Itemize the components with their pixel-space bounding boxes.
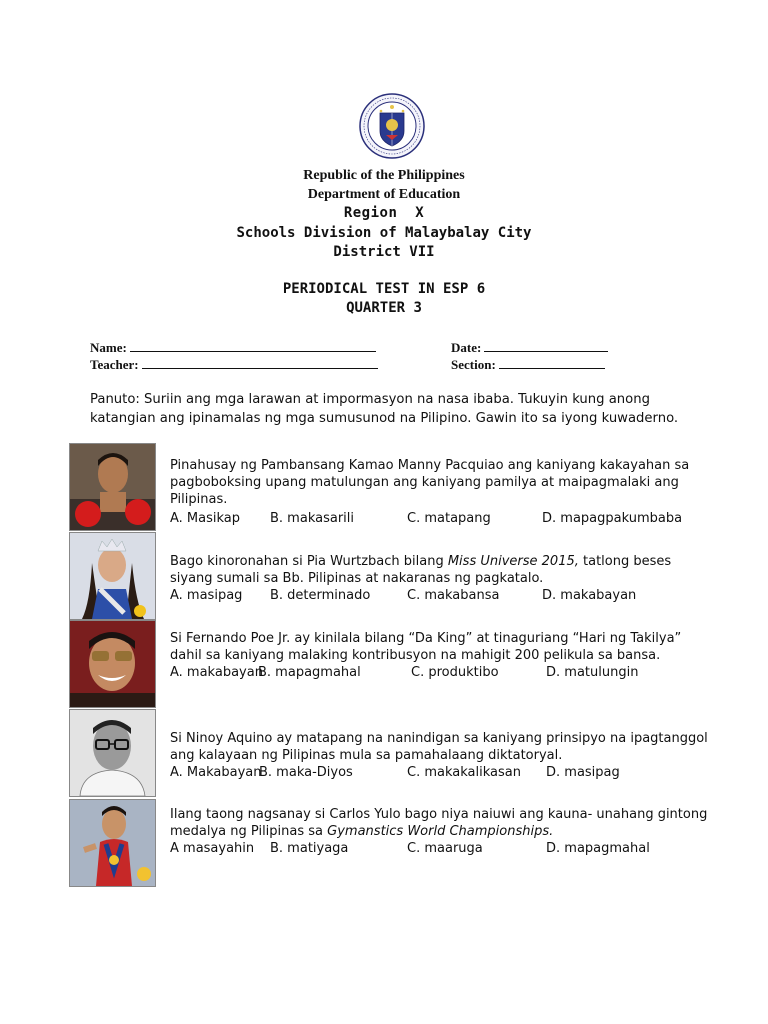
option-d[interactable]: D. masipag [546,765,620,780]
header-region: Region X [343,205,425,221]
option-d[interactable]: D. mapagpakumbaba [542,511,683,526]
senator-photo [69,709,156,797]
instructions: Panuto: Suriin ang mga larawan at impormasyon na nasa ibaba. Tukuyin kung anong katangian ang ipinamalas ng mga sumusunod na Pilipino. Gawin ito sa iyong kuwaderno. [90,392,679,426]
option-b[interactable]: B. matiyaga [270,841,349,856]
date-blank[interactable] [484,339,608,352]
test-title: PERIODICAL TEST IN ESP 6 [282,281,486,297]
header-republic: Republic of the Philippines [303,168,465,183]
question-item-4 [69,709,709,797]
gymnast-photo [69,799,156,887]
option-c[interactable]: C. makakalikasan [407,765,521,780]
header-district: District VII [333,244,435,260]
name-label: Name: [90,340,127,355]
deped-seal-logo [359,93,425,159]
option-c[interactable]: C. makabansa [407,588,500,603]
option-d[interactable]: D. matulungin [546,665,639,680]
date-label: Date: [451,340,482,355]
teacher-label: Teacher: [90,357,139,372]
question-text: Ilang taong nagsanay si Carlos Yulo bago niya naiuwi ang kauna- unahang gintong medalya ng Pilipinas sa Gymanstics World Championships. [170,807,708,839]
section-field[interactable] [451,356,605,373]
question-text: Si Fernando Poe Jr. ay kinilala bilang “Da King” at tinaguriang “Hari ng Takilya” dahil sa kaniyang malaking kontribusyon na mahigit 200 pelikula sa bansa. [170,631,682,663]
question-emphasis: Miss Universe 2015, [447,554,579,569]
boxer-photo [69,443,156,531]
option-a[interactable]: A masayahin [170,841,255,856]
option-c[interactable]: C. produktibo [411,665,499,680]
section-label: Section: [451,357,496,372]
question-text: Bago kinoronahan si Pia Wurtzbach bilang Miss Universe 2015, tatlong beses siyang sumali sa Bb. Pilipinas at nakaranas ng pagkatalo. [170,554,672,586]
teacher-blank[interactable] [142,356,378,369]
header-department: Department of Education [307,187,461,202]
question-text: Pinahusay ng Pambansang Kamao Manny Pacquiao ang kaniyang kakayahan sa pagboboksing upang matulungan ang kaniyang pamilya at maipagmalaki ang Pilipinas. [170,458,690,507]
question-text: Si Ninoy Aquino ay matapang na nanindigan sa kaniyang prinsipyo na ipagtanggol ang kalayaan ng Pilipinas mula sa pamahalaang diktatoryal. [170,731,708,763]
question-item-5 [69,799,709,887]
teacher-field[interactable] [90,356,378,373]
pageant-photo [69,532,156,620]
option-c[interactable]: C. matapang [407,511,491,526]
question-emphasis: Gymanstics World Championships. [327,824,554,839]
question-item-2 [69,532,709,620]
option-a[interactable]: A. Makabayan [170,765,262,780]
option-a[interactable]: A. makabayan [170,665,263,680]
question-item-1 [69,443,709,531]
option-a[interactable]: A. Masikap [170,511,241,526]
question-item-3 [69,620,709,708]
header-division: Schools Division of Malaybalay City [236,225,532,241]
option-a[interactable]: A. masipag [170,588,243,603]
option-b[interactable]: B. makasarili [270,511,354,526]
option-b[interactable]: B. mapagmahal [258,665,361,680]
option-d[interactable]: D. mapagmahal [546,841,650,856]
name-blank[interactable] [130,339,376,352]
actor-photo [69,620,156,708]
option-b[interactable]: B. determinado [270,588,371,603]
option-d[interactable]: D. makabayan [542,588,637,603]
section-blank[interactable] [499,356,605,369]
option-b[interactable]: B. maka-Diyos [259,765,353,780]
quarter-label: QUARTER 3 [346,300,422,316]
name-field[interactable] [90,339,376,356]
date-field[interactable] [451,339,608,356]
option-c[interactable]: C. maaruga [407,841,483,856]
